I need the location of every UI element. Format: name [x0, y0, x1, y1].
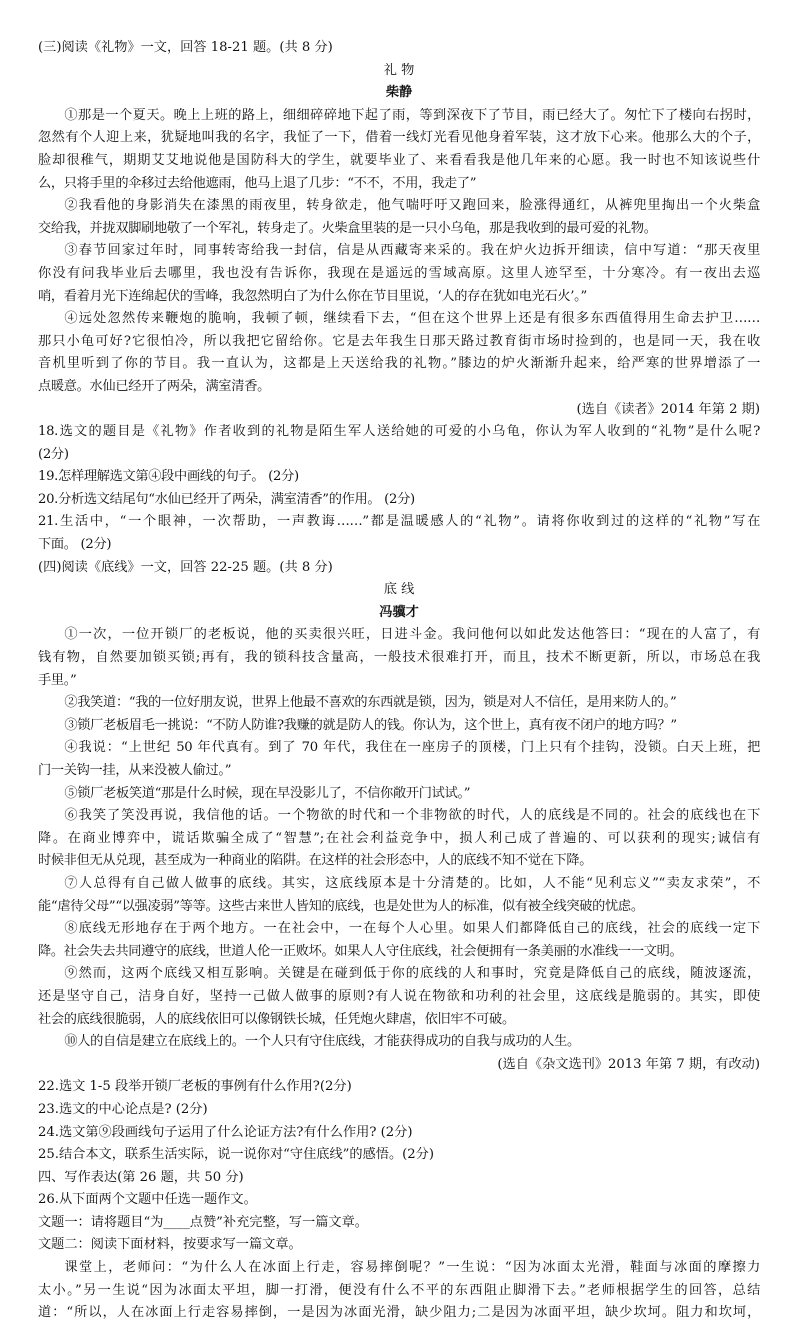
article-body-bottom-line: [38, 624, 760, 1053]
article-title-gift: 礼 物: [383, 62, 415, 78]
questions-22-25: [38, 1076, 760, 1166]
paragraph-line: 降。在商业博弈中，谎话欺骗全成了“智慧”;在社会利益竞争中，损人利己成了普遍的、可以获利的现实;诚信有: [38, 830, 760, 846]
writing-material: [38, 1257, 760, 1325]
article-author-fengjicai: 冯骥才: [379, 604, 419, 620]
source-note-bottom-line: (选自《杂文选刊》2013 年第 7 期，有改动): [497, 1056, 760, 1072]
question-line: 23.选文的中心论点是? (2分): [38, 1101, 208, 1117]
paragraph-line: 哨，看着月光下连绵起伏的雪峰，我忽然明白了为什么你在节目里说，‘人的存在犹如电光石火’。”: [38, 288, 587, 304]
material-line: 课堂上，老师问：“为什么人在冰面上行走，容易摔倒呢？”一生说：“因为冰面太光滑，鞋面与冰面的摩擦力: [64, 1260, 760, 1276]
exam-page: [38, 37, 760, 1325]
question-line: 24.选文第⑨段画线句子运用了什么论证方法?有什么作用? (2分): [38, 1124, 413, 1140]
article-body-gift: [38, 105, 760, 399]
writing-option-1: 文题一：请将题目“为____点赞”补充完整，写一篇文章。: [38, 1214, 368, 1230]
paragraph-line: ⑤锁厂老板笑道“那是什么时候，现在早没影儿了，不信你敞开门试试。”: [64, 785, 471, 801]
article-title-bottom-line: 底 线: [383, 582, 415, 598]
paragraph-line: 点暖意。水仙已经开了两朵，满室清香。: [38, 378, 270, 394]
writing-option-2: 文题二：阅读下面材料，按要求写一篇文章。: [38, 1237, 302, 1253]
writing-prompt: 26.从下面两个文题中任选一题作文。: [38, 1192, 257, 1208]
paragraph-line: 时候非但无从兑现，甚至成为一种商业的陷阱。在这样的社会形态中，人的底线不知不觉在下降。: [38, 853, 593, 869]
paragraph-line: ①那是一个夏天。晚上上班的路上，细细碎碎地下起了雨，等到深夜下了节目，雨已经大了。匆忙下了楼向右拐时，: [64, 107, 760, 123]
question-line: 下面。 (2分): [38, 537, 112, 553]
paragraph-line: 你没有问我毕业后去哪里，我也没有告诉你，我现在是遥远的雪域高原。这里人迹罕至，十分寒冷。有一夜出去巡: [38, 265, 760, 281]
paragraph-line: 手里。”: [38, 672, 77, 688]
paragraph-line: ⑨然而，这两个底线又相互影响。关键是在碰到低于你的底线的人和事时，究竟是降低自己的底线，随波逐流，: [64, 966, 760, 982]
material-line: 太小。”另一生说“因为冰面太平坦，脚一打滑，便没有什么不平的东西阻止脚滑下去。”老师根据学生的回答，总结: [38, 1282, 760, 1298]
question-line: 18.选文的题目是《礼物》作者收到的礼物是陌生军人送给她的可爱的小乌龟，你认为军人收到的“礼物”是什么呢?: [38, 424, 760, 440]
source-note-gift: (选自《读者》2014 年第 2 期): [576, 401, 760, 417]
material-line: 道：“所以，人在冰面上行走容易摔倒，一是因为冰面光滑，缺少阻力;二是因为冰面平坦，缺少坎坷。阻力和坎坷，: [38, 1305, 760, 1321]
section-3-heading: (三)阅读《礼物》一文，回答 18-21 题。(共 8 分): [38, 40, 333, 55]
paragraph-line: ④我说：“上世纪 50 年代真有。到了 70 年代，我住在一座房子的顶楼，门上只有个挂钩，没锁。白天上班，把: [64, 740, 760, 756]
question-line: 22.选文 1-5 段举开锁厂老板的事例有什么作用?(2分): [38, 1079, 352, 1095]
paragraph-line: ③春节回家过年时，同事转寄给我一封信，信是从西藏寄来采的。我在炉火边拆开细读，信中写道：“那天夜里: [64, 243, 760, 259]
paragraph-line: 么，只将手里的伞移过去给他遮雨，他马上退了几步：“不不，不用，我走了”: [38, 175, 477, 191]
question-line: 21.生活中，“一个眼神，一次帮助，一声教诲……”都是温暖感人的“礼物”。请将你收到过的这样的“礼物”写在: [38, 514, 760, 530]
paragraph-line: ③锁厂老板眉毛一挑说：“不防人防谁?我赚的就是防人的钱。你认为，这个世上，真有夜不闭户的地方吗？”: [64, 717, 677, 733]
paragraph-line: 那只小龟可好?它很怕冷，所以我把它留给你。它是去年我生日那天路过教育街市场时捡到的，也是同一天，我在收: [38, 333, 760, 349]
paragraph-line: ①一次，一位开锁厂的老板说，他的买卖很兴旺，日进斗金。我问他何以如此发达他答曰：“现在的人富了，有: [64, 627, 760, 643]
paragraph-line: ②我笑道：“我的一位好朋友说，世界上他最不喜欢的东西就是锁，因为，锁是对人不信任，是用来防人的。”: [64, 695, 677, 711]
paragraph-line: ②我看他的身影消失在漆黑的雨夜里，转身欲走，他气喘吁吁又跑回来，脸涨得通红，从裤兜里掏出一个火柴盒: [64, 198, 760, 214]
paragraph-line: 门一关钩一挂，从来没被人偷过。”: [38, 763, 232, 778]
paragraph-line: ⑩人的自信是建立在底线上的。一个人只有守住底线，才能获得成功的自我与成功的人生。: [64, 1034, 580, 1050]
question-line: 25.结合本文，联系生活实际，说一说你对“守住底线”的感悟。(2分): [38, 1147, 435, 1163]
paragraph-line: 音机里听到了你的节目。我一直认为，这都是上天送给我的礼物。”膝边的炉火渐渐升起来，给严寒的世界增添了一: [38, 356, 760, 372]
paragraph-line: 能“虐待父母”“以强凌弱”等等。这些古来世人皆知的底线，也是处世为人的标准，似有被全线突破的忧虑。: [38, 898, 644, 914]
paragraph-line: ⑥我笑了笑没再说，我信他的话。一个物欲的时代和一个非物欲的时代，人的底线是不同的。社会的底线也在下: [64, 808, 760, 824]
paragraph-line: 忽然有个人迎上来，犹疑地叫我的名字，我怔了一下，借着一线灯光看见他身着军装，这才放下心来。他那么大的个子，: [38, 130, 760, 146]
paragraph-line: 交给我，并拢双脚刷地敬了一个军礼，转身走了。火柴盒里装的是一只小乌龟，那是我收到的最可爱的礼物。: [38, 220, 657, 236]
paragraph-line: ④远处忽然传来鞭炮的脆响，我顿了顿，继续看下去，“但在这个世界上还是有很多东西值得用生命去护卫……: [64, 311, 760, 327]
paragraph-line: 社会的底线很脆弱，人的底线依旧可以像钢铁长城，任凭炮火肆虐，依旧牢不可破。: [38, 1011, 515, 1027]
paragraph-line: ⑧底线无形地存在于两个地方。一在社会中，一在每个人心里。如果人们都降低自己的底线，社会的底线一定下: [64, 921, 760, 937]
questions-18-21: [38, 421, 760, 557]
paragraph-line: 降。社会失去共同遵守的底线，世道人伦一正败坏。如果人人守住底线，社会便拥有一条美丽的水准线一一文明。: [38, 943, 683, 959]
paragraph-line: 脸却很稚气，期期艾艾地说他是国防科大的学生，就要毕业了、来看看我是他几年来的心愿。我一时也不知该说些什: [38, 152, 760, 168]
question-line: 19.怎样理解选文第④段中画线的句子。 (2分): [38, 469, 299, 485]
paragraph-line: 还是坚守自己，洁身自好，坚持一己做人做事的原则?有人说在物欲和功利的社会里，这底线是脆弱的。其实，即使: [38, 988, 760, 1004]
article-author-chaijing: 柴静: [385, 85, 413, 101]
paragraph-line: 钱有物，自然要加锁买锁;再有，我的锁科技含量高，一般技术很难打开，而且，技术不断更新，所以，市场总在我: [38, 650, 760, 666]
paragraph-line: ⑦人总得有自己做人做事的底线。其实，这底线原本是十分清楚的。比如，人不能“见利忘义”“卖友求荣”，不: [64, 875, 760, 891]
section-4-heading: (四)阅读《底线》一文，回答 22-25 题。(共 8 分): [38, 559, 333, 575]
question-line: 20.分析选文结尾句“水仙已经开了两朵，满室清香”的作用。 (2分): [38, 491, 415, 507]
section-writing-heading: 四、写作表达(第 26 题，共 50 分): [38, 1169, 244, 1185]
question-line: (2分): [38, 446, 69, 462]
